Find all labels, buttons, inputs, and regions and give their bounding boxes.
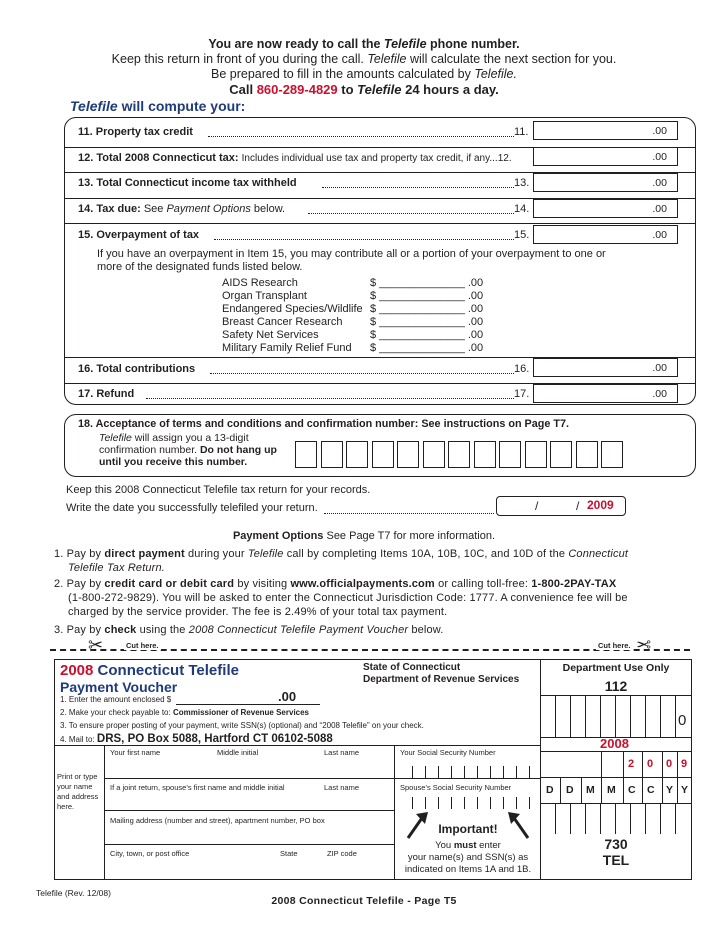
step-1-label: 1. Enter the amount enclosed $ (60, 695, 172, 704)
important-text (398, 840, 538, 876)
opt-text: call by completing Items 10A, 10B, 10C, and 10D of the (283, 548, 569, 560)
zip-label: ZIP code (327, 849, 357, 858)
cut-here-label: Cut here. (598, 641, 631, 650)
spouse-last-name-label: Last name (324, 783, 360, 792)
step-3-label: 3. To ensure proper posting of your payment, write SSN(s) (optional) and “2008 Telefile” on your check. (60, 721, 424, 730)
intro-text: Telefile. (474, 67, 517, 81)
intro-text: 24 hours a day. (401, 82, 499, 97)
fund-row (222, 290, 502, 303)
dot-leader (208, 136, 514, 137)
opt-text: or calling toll-free: (434, 578, 532, 590)
line-16-label: 16. Total contributions (78, 363, 196, 375)
confirmation-digit-box[interactable] (295, 441, 317, 468)
compute-heading (70, 98, 245, 114)
opt-text: check (104, 624, 137, 636)
code-730-tel (540, 836, 692, 868)
payment-options-note: See Page T7 for more information. (323, 530, 496, 542)
date-label: M (586, 784, 595, 796)
fund-row (222, 329, 502, 342)
intro-line-1 (0, 37, 728, 52)
line-18-text (99, 432, 277, 468)
line-12-note: Includes individual use tax and property tax credit, if any...12. (241, 153, 512, 164)
intro-text: You are now ready to call the (208, 37, 384, 51)
date-label: D (566, 784, 574, 796)
spouse-ssn-label: Spouse’s Social Security Number (400, 783, 512, 792)
keep-records-text: Keep this 2008 Connecticut Telefile tax return for your records. (66, 484, 371, 496)
step-4-label (60, 733, 333, 745)
imp-text: your name(s) and SSN(s) as (407, 852, 529, 863)
amount-line (176, 704, 320, 705)
ssn-label: Your Social Security Number (400, 748, 496, 757)
confirmation-digit-box[interactable] (525, 441, 547, 468)
date-digit: 0 (647, 758, 654, 770)
intro-line-2 (0, 52, 728, 67)
imp-text: must (453, 840, 477, 851)
step-2-label (60, 708, 309, 717)
confirmation-digit-box[interactable] (601, 441, 623, 468)
payment-option-2 (54, 577, 690, 619)
dept-name: Department of Revenue Services (363, 674, 520, 685)
line-13-amount-field[interactable]: .00 (533, 173, 678, 192)
dot-leader (308, 213, 514, 214)
mailing-address-field[interactable] (104, 810, 394, 844)
intro-text: will calculate the next section for you. (406, 52, 617, 66)
line-17-num: 17. (514, 388, 530, 400)
opt-text: direct payment (104, 548, 185, 560)
line-18-text-b: will assign you a 13-digit (131, 432, 249, 444)
imp-text: indicated on Items 1A and 1B. (404, 864, 532, 875)
line-16-amount-field[interactable]: .00 (533, 358, 678, 377)
scissors-icon: ✂ (636, 635, 652, 655)
date-label: Y (681, 784, 689, 796)
step-2-payee: Commissioner of Revenue Services (172, 708, 310, 717)
code-tel: TEL (602, 852, 630, 868)
dot-leader (210, 373, 514, 374)
fund-name: Breast Cancer Research (222, 316, 343, 328)
opt-text: by visiting (234, 578, 291, 590)
intro-text: Telefile (383, 37, 427, 51)
confirmation-digit-box[interactable] (550, 441, 572, 468)
payment-option-3 (54, 623, 690, 637)
fund-list (222, 277, 502, 355)
date-slash: / (535, 499, 539, 513)
payment-option-1 (54, 547, 690, 575)
intro-text: Be prepared to fill in the amounts calculated by (211, 67, 475, 81)
line-11-amount-field[interactable]: .00 (533, 121, 678, 140)
line-17-label: 17. Refund (78, 388, 135, 400)
confirmation-digit-box[interactable] (474, 441, 496, 468)
line-13-label: 13. Total Connecticut income tax withheld (78, 177, 297, 189)
spouse-name-field[interactable] (104, 778, 394, 810)
mail-address: DRS, PO Box 5088, Hartford CT 06102-5088 (96, 733, 333, 745)
opt-text: Telefile (247, 548, 284, 560)
date-label: C (628, 784, 636, 796)
middle-initial-label: Middle initial (217, 748, 259, 757)
fund-amount-field[interactable]: $ ______________ .00 (370, 329, 484, 341)
fund-name: Endangered Species/Wildlife (222, 303, 363, 315)
opt-text: 3. Pay by (54, 624, 105, 636)
voucher-title (60, 662, 239, 679)
side-label-line: and address (57, 792, 99, 801)
intro-line-3 (0, 67, 728, 82)
dept-grid-row (540, 803, 692, 833)
line-13-num: 13. (514, 177, 530, 189)
print-or-type-label (57, 772, 98, 812)
line-15-num: 15. (514, 229, 530, 241)
opt-text: 1. Pay by (54, 548, 105, 560)
side-label-line: here. (57, 802, 75, 811)
city-state-zip-field[interactable] (104, 844, 394, 880)
cut-here-label: Cut here. (126, 641, 159, 650)
intro-line-4 (0, 82, 728, 97)
first-name-label: Your first name (110, 748, 161, 757)
date-label: Y (666, 784, 674, 796)
line-14-amount-field[interactable]: .00 (533, 199, 678, 218)
date-label: M (607, 784, 616, 796)
date-digit: 9 (681, 758, 688, 770)
telefile-phone-number: 860-289-4829 (256, 82, 338, 97)
fund-name: Military Family Relief Fund (222, 342, 352, 354)
page-footer: 2008 Connecticut Telefile - Page T5 (271, 895, 457, 907)
imp-text: You (435, 840, 454, 851)
fund-row (222, 303, 502, 316)
opt-text: Connecticut (568, 548, 629, 560)
intro-text: Keep this return in front of you during the call. (111, 52, 368, 66)
scissors-icon: ✂ (88, 635, 104, 655)
fund-row (222, 277, 502, 290)
line-18-title: 18. Acceptance of terms and conditions and confirmation number: See instructions on Page T7. (78, 418, 569, 430)
line-14-label (78, 203, 285, 215)
state-name: State of Connecticut (363, 662, 461, 673)
line-18-text-a: Telefile (99, 432, 132, 444)
imp-text: enter (476, 840, 501, 851)
date-year: 2009 (587, 498, 614, 512)
fund-amount-field[interactable]: $ ______________ .00 (370, 277, 484, 289)
opt-text: 1-800-2PAY-TAX (531, 578, 617, 590)
confirmation-digit-box[interactable] (448, 441, 470, 468)
side-label-line: your name (57, 782, 93, 791)
confirmation-digit-box[interactable] (499, 441, 521, 468)
confirmation-digit-box[interactable] (372, 441, 394, 468)
line-12-label (78, 152, 512, 164)
spouse-name-label: If a joint return, spouse’s first name and middle initial (110, 783, 285, 792)
spouse-ssn-field[interactable] (412, 797, 530, 809)
ssn-field[interactable] (412, 766, 530, 778)
mailing-address-label: Mailing address (number and street), apartment number, PO box (110, 816, 325, 825)
line-12-amount-field[interactable]: .00 (533, 147, 678, 166)
dept-use-label: Department Use Only (562, 662, 670, 674)
voucher-subtitle: Payment Voucher (60, 679, 178, 695)
overpay-text-1: If you have an overpayment in Item 15, you may contribute all or a portion of your overpayment to one or (97, 248, 606, 260)
official-payments-link[interactable]: www.officialpayments.com (290, 578, 435, 590)
city-label: City, town, or post office (110, 849, 190, 858)
opt-text: using the (136, 624, 189, 636)
payment-options-title (0, 530, 728, 542)
revision-label: Telefile (Rev. 12/08) (36, 888, 111, 898)
overpay-text-2: more of the designated funds listed below. (97, 261, 303, 273)
fund-name: Organ Transplant (222, 290, 307, 302)
payment-options-heading: Payment Options (232, 530, 324, 542)
opt-text: credit card or debit card (104, 578, 235, 590)
date-digit: 0 (666, 758, 673, 770)
code-zero: 0 (678, 712, 687, 729)
confirmation-digit-box[interactable] (576, 441, 598, 468)
line-15-label: 15. Overpayment of tax (78, 229, 200, 241)
opt-text: 2. Pay by (54, 578, 105, 590)
code-730: 730 (604, 836, 628, 852)
opt-text: charged by the service provider. The fee is 2.49% of your total tax payment. (68, 606, 448, 618)
intro-text: Telefile (357, 82, 402, 97)
voucher-agency (363, 662, 519, 686)
fund-amount-field[interactable]: $ ______________ .00 (370, 303, 484, 315)
opt-text: below. (408, 624, 444, 636)
line-17-amount-field[interactable]: .00 (533, 384, 678, 403)
dot-leader (214, 239, 514, 240)
line-14-text: See (143, 203, 167, 215)
opt-text: Telefile Tax Return. (68, 562, 165, 574)
line-18-text-c: confirmation number. (99, 444, 200, 456)
confirmation-digit-box[interactable] (321, 441, 343, 468)
fund-amount-field[interactable]: $ ______________ .00 (370, 342, 484, 354)
compute-heading-b: will compute your: (117, 98, 246, 114)
line-12-title: 12. Total 2008 Connecticut tax: (78, 152, 239, 164)
dot-leader (146, 398, 514, 399)
step-4-text: 4. Mail to: (60, 735, 97, 744)
line-14-num: 14. (514, 203, 530, 215)
date-slash: / (576, 499, 580, 513)
line-11-label: 11. Property tax credit (78, 126, 193, 138)
date-label-row (540, 777, 692, 803)
opt-text: 2008 Connecticut Telefile Payment Voucher (188, 624, 409, 636)
fund-amount-field[interactable]: $ ______________ .00 (370, 290, 484, 302)
dot-leader (322, 187, 514, 188)
dept-grid-row (540, 695, 692, 737)
voucher-title-name: Connecticut Telefile (93, 662, 239, 679)
state-label: State (280, 849, 298, 858)
line-14-text: Payment Options (166, 203, 251, 215)
dot-leader (324, 513, 494, 514)
line-11-num: 11. (514, 126, 529, 138)
overpay-text (97, 248, 606, 274)
confirmation-digit-box[interactable] (397, 441, 419, 468)
line-16-num: 16. (514, 363, 530, 375)
intro-text: phone number. (426, 37, 520, 51)
important-label: Important! (438, 822, 498, 836)
amount-enclosed-field[interactable]: .00 (278, 689, 297, 704)
confirmation-digit-box[interactable] (346, 441, 368, 468)
opt-text: during your (184, 548, 248, 560)
grid-line (394, 810, 395, 880)
fund-name: AIDS Research (222, 277, 298, 289)
code-112: 112 (604, 678, 628, 694)
line-14-title: 14. Tax due: (78, 203, 141, 215)
confirmation-digit-box[interactable] (423, 441, 445, 468)
line-18-text-e: until you receive this number. (99, 456, 248, 468)
voucher-year: 2008 (600, 736, 629, 751)
line-15-amount-field[interactable]: .00 (533, 225, 678, 244)
side-label-line: Print or type (57, 772, 98, 781)
fund-row (222, 316, 502, 329)
date-label: D (546, 784, 554, 796)
step-2-text: 2. Make your check payable to: (60, 708, 173, 717)
intro-text: Call (229, 82, 257, 97)
opt-text: (1-800-272-9829). You will be asked to enter the Connecticut Jurisdiction Code: 1777. A convenience fee will be (68, 592, 628, 604)
fund-amount-field[interactable]: $ ______________ .00 (370, 316, 484, 328)
date-label: C (647, 784, 655, 796)
last-name-label: Last name (324, 748, 360, 757)
line-18-text-d: Do not hang up (199, 444, 277, 456)
fund-row (222, 342, 502, 355)
separator (64, 223, 696, 224)
intro-text: to (337, 82, 358, 97)
voucher-title-year: 2008 (60, 662, 94, 679)
date-digit: 2 (628, 758, 635, 770)
confirmation-number-boxes (295, 441, 623, 468)
line-14-text: below. (250, 203, 286, 215)
compute-heading-a: Telefile (70, 98, 118, 114)
intro-text: Telefile (367, 52, 407, 66)
fund-name: Safety Net Services (222, 329, 319, 341)
write-date-text: Write the date you successfully telefiled your return. (66, 502, 318, 514)
